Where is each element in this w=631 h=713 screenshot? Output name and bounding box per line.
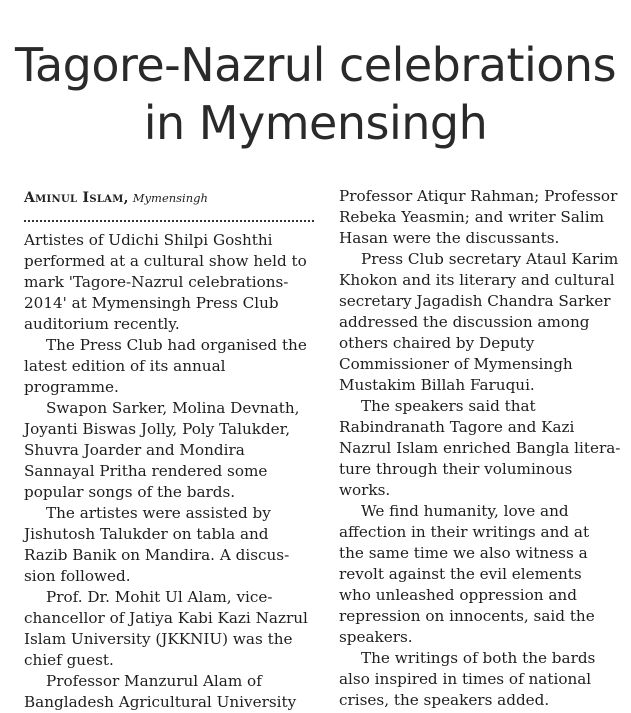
article-text-line: others chaired by Deputy (339, 334, 535, 352)
article-text-line: revolt against the evil elements (339, 565, 582, 583)
article-text-line: Prof. Dr. Mohit Ul Alam, vice- (46, 588, 273, 606)
article-text-line: performed at a cultural show held to (24, 252, 307, 270)
article-text-line: Razib Banik on Mandira. A discus- (24, 546, 290, 564)
article-text-line: who unleashed oppression and (339, 586, 577, 604)
article-text-line: The Press Club had organised the (46, 336, 307, 354)
article-text-line: latest edition of its annual (24, 357, 226, 375)
article-text-line: The writings of both the bards (361, 649, 596, 667)
article-text-line: Bangladesh Agricultural University (24, 693, 297, 711)
article-text-line: Commissioner of Mymensingh (339, 355, 573, 373)
article-text-line: Hasan were the discussants. (339, 229, 560, 247)
article-text-line: Rabindranath Tagore and Kazi (339, 418, 575, 436)
article-text-line: Joyanti Biswas Jolly, Poly Talukder, (24, 420, 291, 438)
byline-author: Aminul Islam, (24, 190, 129, 206)
article-text-line: The speakers said that (361, 397, 536, 415)
article-text-line: Mustakim Billah Faruqui. (339, 376, 535, 394)
article-text-line: The artistes were assisted by (46, 504, 271, 522)
article-text-line: works. (339, 481, 391, 499)
article-text-line: the same time we also witness a (339, 544, 588, 562)
article-text-line: Nazrul Islam enriched Bangla litera- (339, 439, 621, 457)
article-text-line: We find humanity, love and (361, 502, 569, 520)
article-column-right (339, 186, 631, 711)
article-text-line: programme. (24, 378, 119, 396)
article-text-line: ture through their voluminous (339, 460, 573, 478)
article-text-line: Sannayal Pritha rendered some (24, 462, 268, 480)
article-text-line: chief guest. (24, 651, 114, 669)
byline-divider (24, 220, 314, 222)
article-text-line: auditorium recently. (24, 315, 180, 333)
article-text-line: mark 'Tagore-Nazrul celebrations- (24, 273, 289, 291)
article-column-left (24, 230, 320, 713)
article-text-line: Rebeka Yeasmin; and writer Salim (339, 208, 605, 226)
article-text-line: Shuvra Joarder and Mondira (24, 441, 245, 459)
article-text-line: addressed the discussion among (339, 313, 590, 331)
byline-location: Mymensingh (132, 191, 208, 205)
article-text-line: Khokon and its literary and cultural (339, 271, 615, 289)
article-text-line: Islam University (JKKNIU) was the (24, 630, 293, 648)
article-text-line: chancellor of Jatiya Kabi Kazi Nazrul (24, 609, 308, 627)
article-text-line: crises, the speakers added. (339, 691, 550, 709)
article-text-line: Swapon Sarker, Molina Devnath, (46, 399, 300, 417)
headline-line-2: in Mymensingh (143, 96, 488, 150)
article-text-line: speakers. (339, 628, 413, 646)
article-text-line: Artistes of Udichi Shilpi Goshthi (24, 231, 273, 249)
article-text-line: popular songs of the bards. (24, 483, 236, 501)
headline-line-1: Tagore-Nazrul celebrations (14, 38, 617, 92)
article-text-line: Press Club secretary Ataul Karim (361, 250, 619, 268)
article-text-line: Jishutosh Talukder on tabla and (24, 525, 269, 543)
article-text-line: Professor Manzurul Alam of (46, 672, 262, 690)
article-text-line: also inspired in times of national (339, 670, 592, 688)
article-text-line: repression on innocents, said the (339, 607, 595, 625)
article-text-line: affection in their writings and at (339, 523, 590, 541)
article-text-line: Professor Atiqur Rahman; Professor (339, 187, 618, 205)
article-text-line: 2014' at Mymensingh Press Club (24, 294, 279, 312)
article-text-line: sion followed. (24, 567, 131, 585)
byline (24, 190, 208, 206)
headline (0, 36, 631, 152)
article-text-line: secretary Jagadish Chandra Sarker (339, 292, 611, 310)
